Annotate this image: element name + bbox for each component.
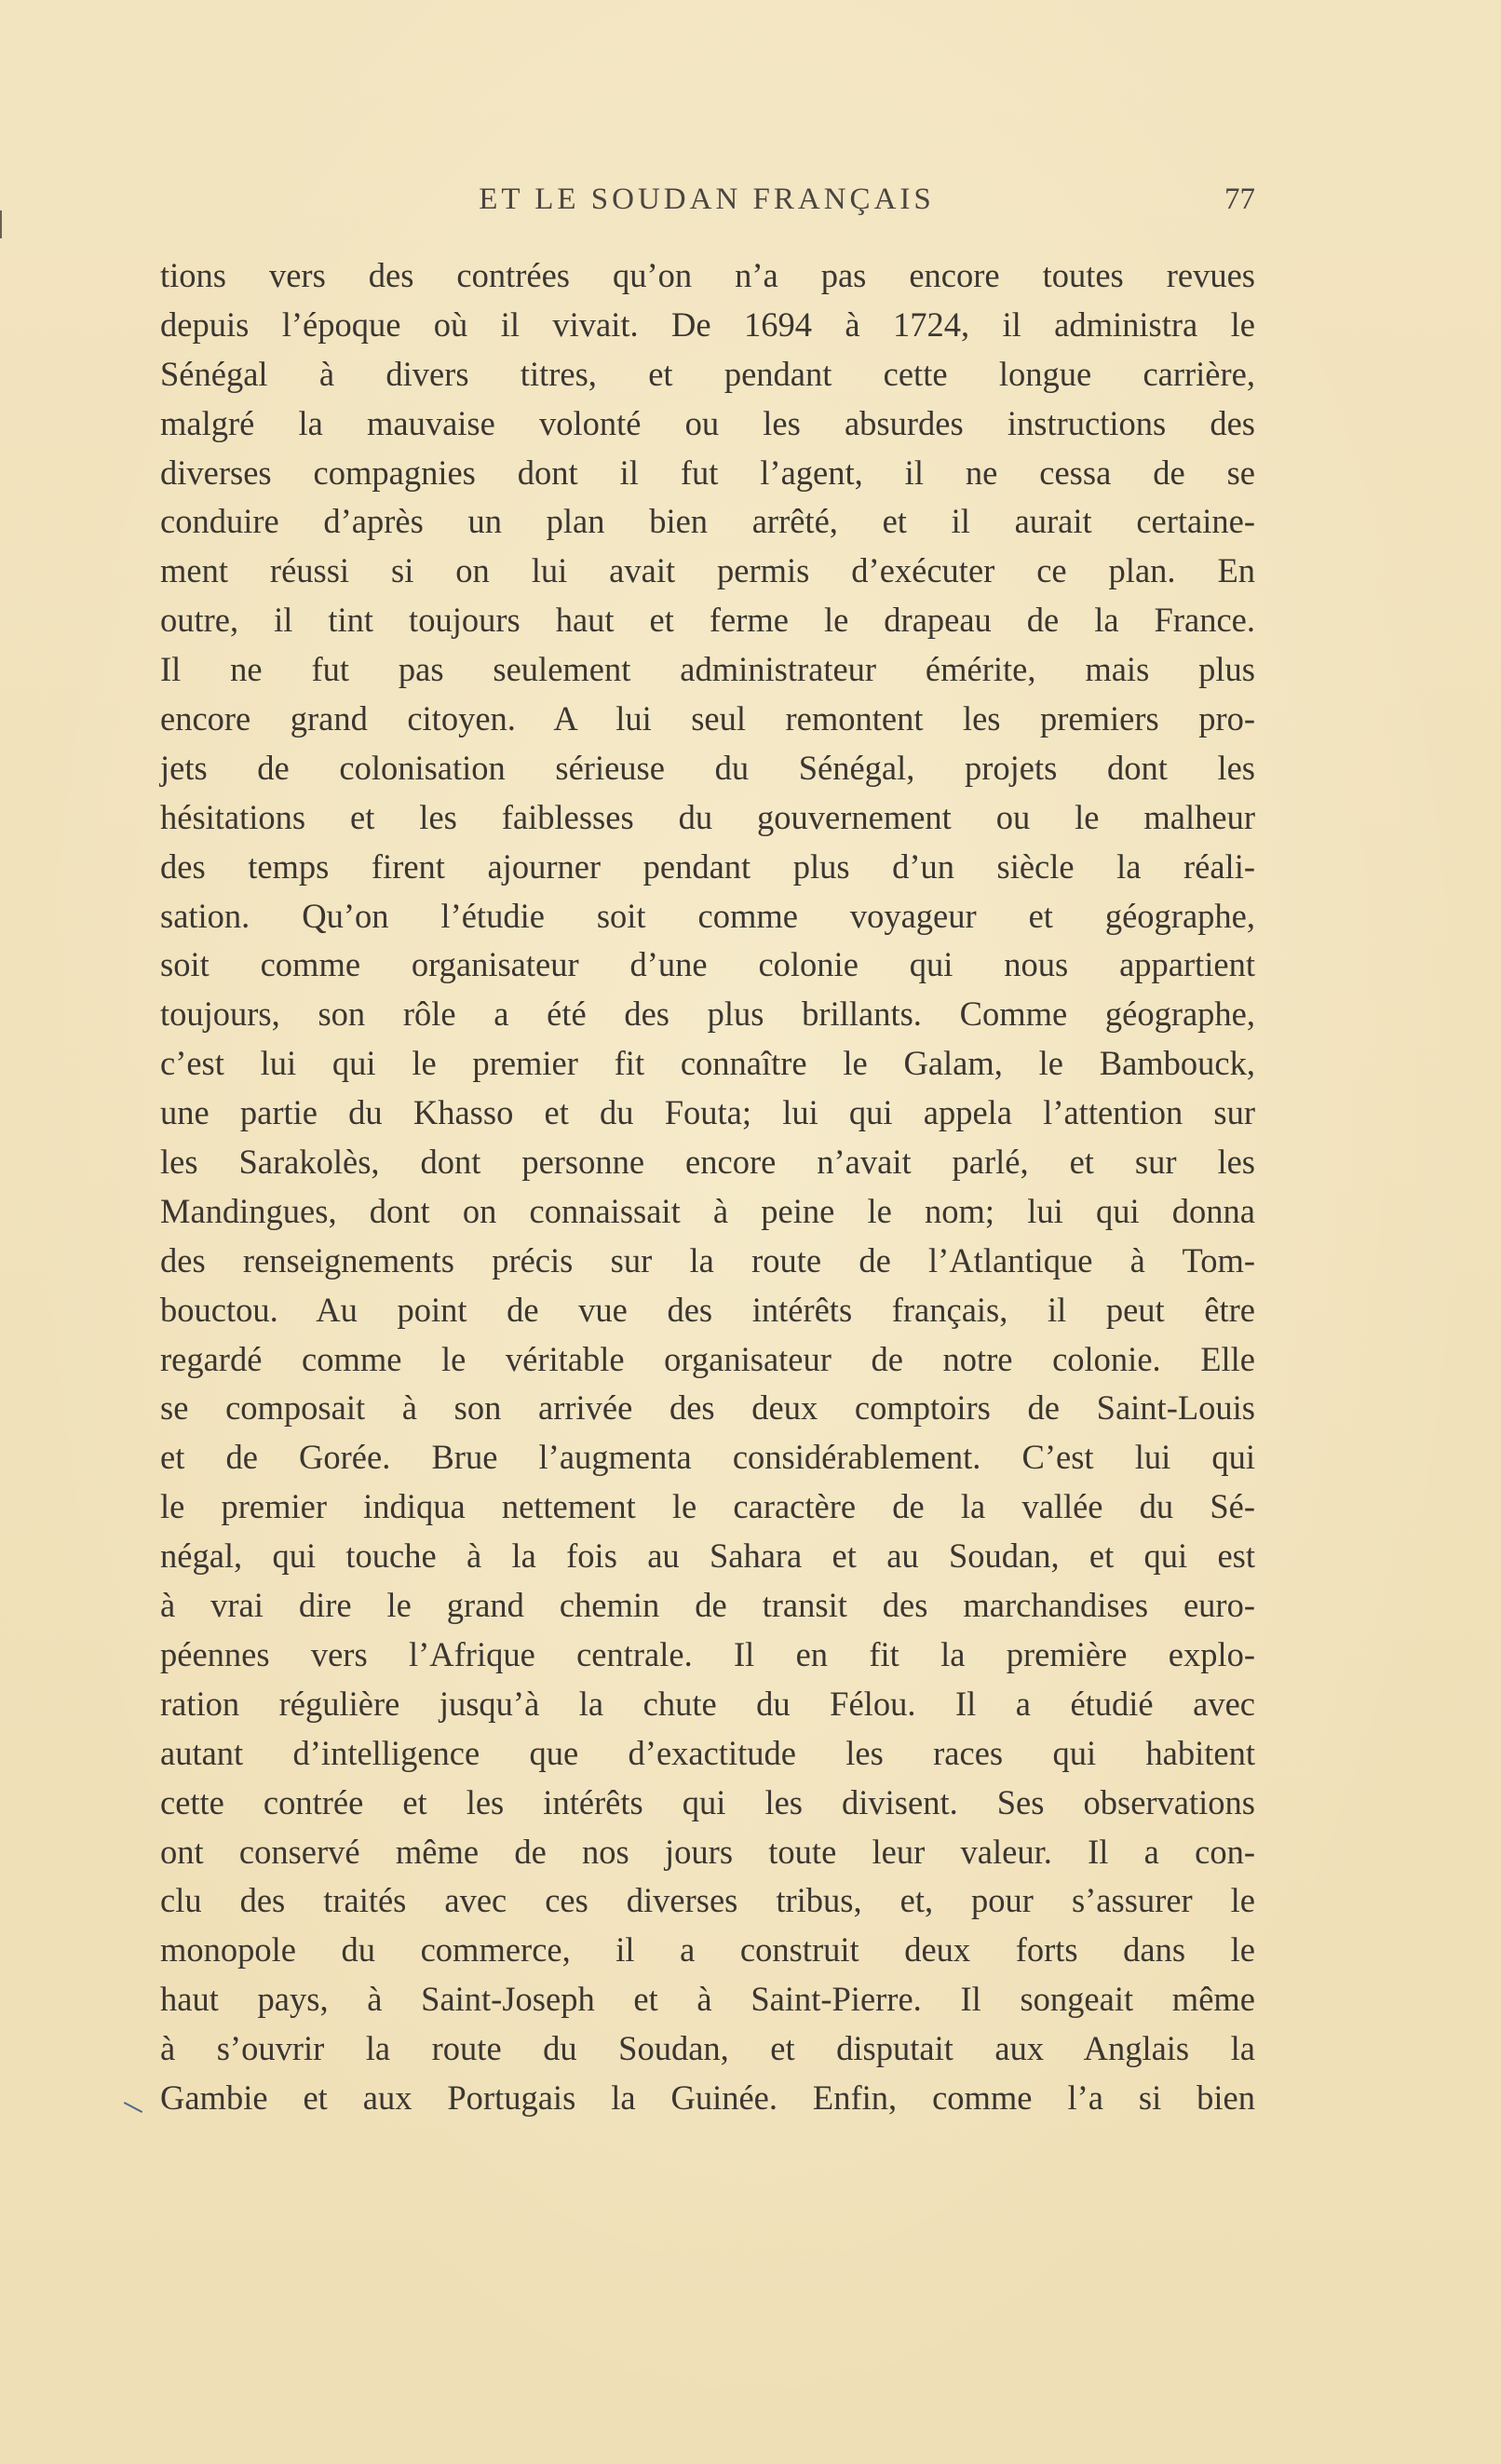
text-line: à s’ouvrir la route du Soudan, et disputait aux Anglais la <box>160 2029 1255 2068</box>
text-line: bouctou. Au point de vue des intérêts français, il peut être <box>160 1290 1255 1329</box>
text-line: Mandingues, dont on connaissait à peine le nom; lui qui donna <box>160 1191 1255 1230</box>
text-line: Gambie et aux Portugais la Guinée. Enfin, comme l’a si bien <box>160 2078 1255 2117</box>
text-line: encore grand citoyen. A lui seul remontent les premiers pro- <box>160 699 1255 738</box>
running-head <box>158 183 1255 229</box>
text-line: ment réussi si on lui avait permis d’exécuter ce plan. En <box>160 551 1255 590</box>
text-line: diverses compagnies dont il fut l’agent, il ne cessa de se <box>160 453 1255 492</box>
text-line: cette contrée et les intérêts qui les divisent. Ses observations <box>160 1782 1255 1821</box>
text-line: et de Gorée. Brue l’augmenta considérablement. C’est lui qui <box>160 1438 1255 1477</box>
text-line: péennes vers l’Afrique centrale. Il en fit la première explo- <box>160 1634 1255 1673</box>
page-number: 77 <box>1224 183 1255 216</box>
text-line: négal, qui touche à la fois au Sahara et au Soudan, et qui est <box>160 1537 1255 1576</box>
text-line: monopole du commerce, il a construit deux forts dans le <box>160 1930 1255 1970</box>
text-line: autant d’intelligence que d’exactitude les races qui habitent <box>160 1733 1255 1772</box>
text-line: c’est lui qui le premier fit connaître le Galam, le Bambouck, <box>160 1044 1255 1083</box>
text-line: clu des traités avec ces diverses tribus, et, pour s’assurer le <box>160 1881 1255 1920</box>
text-line: Sénégal à divers titres, et pendant cette longue carrière, <box>160 354 1255 393</box>
text-line: des renseignements précis sur la route de l’Atlantique à Tom- <box>160 1240 1255 1279</box>
text-line: malgré la mauvaise volonté ou les absurdes instructions des <box>160 403 1255 442</box>
margin-mark <box>124 2102 142 2113</box>
text-line: toujours, son rôle a été des plus brillants. Comme géographe, <box>160 995 1255 1034</box>
text-line: outre, il tint toujours haut et ferme le drapeau de la France. <box>160 601 1255 640</box>
text-line: jets de colonisation sérieuse du Sénégal, projets dont les <box>160 748 1255 787</box>
text-line: conduire d’après un plan bien arrêté, et il aurait certaine- <box>160 502 1255 541</box>
text-line: regardé comme le véritable organisateur de notre colonie. Elle <box>160 1339 1255 1378</box>
text-line: hésitations et les faiblesses du gouvernement ou le malheur <box>160 797 1255 836</box>
text-line: soit comme organisateur d’une colonie qui nous appartient <box>160 945 1255 984</box>
text-line: une partie du Khasso et du Fouta; lui qui appela l’attention sur <box>160 1093 1255 1132</box>
margin-mark <box>0 210 7 238</box>
text-line: des temps firent ajourner pendant plus d’un siècle la réali- <box>160 846 1255 886</box>
text-line: se composait à son arrivée des deux comptoirs de Saint-Louis <box>160 1388 1255 1428</box>
body-text <box>160 251 1255 2123</box>
text-line: tions vers des contrées qu’on n’a pas encore toutes revues <box>160 256 1255 294</box>
text-line: depuis l’époque où il vivait. De 1694 à 1724, il administra le <box>160 305 1255 344</box>
text-line: Il ne fut pas seulement administrateur émérite, mais plus <box>160 650 1255 689</box>
text-line: ration régulière jusqu’à la chute du Félou. Il a étudié avec <box>160 1684 1255 1723</box>
text-line: le premier indiqua nettement le caractère de la vallée du Sé- <box>160 1487 1255 1526</box>
running-title: ET LE SOUDAN FRANÇAIS <box>479 183 935 216</box>
text-line: à vrai dire le grand chemin de transit des marchandises euro- <box>160 1586 1255 1625</box>
text-line: les Sarakolès, dont personne encore n’avait parlé, et sur les <box>160 1143 1255 1182</box>
text-line: ont conservé même de nos jours toute leur valeur. Il a con- <box>160 1832 1255 1871</box>
text-line: sation. Qu’on l’étudie soit comme voyageur et géographe, <box>160 896 1255 935</box>
text-line: haut pays, à Saint-Joseph et à Saint-Pierre. Il songeait même <box>160 1980 1255 2019</box>
